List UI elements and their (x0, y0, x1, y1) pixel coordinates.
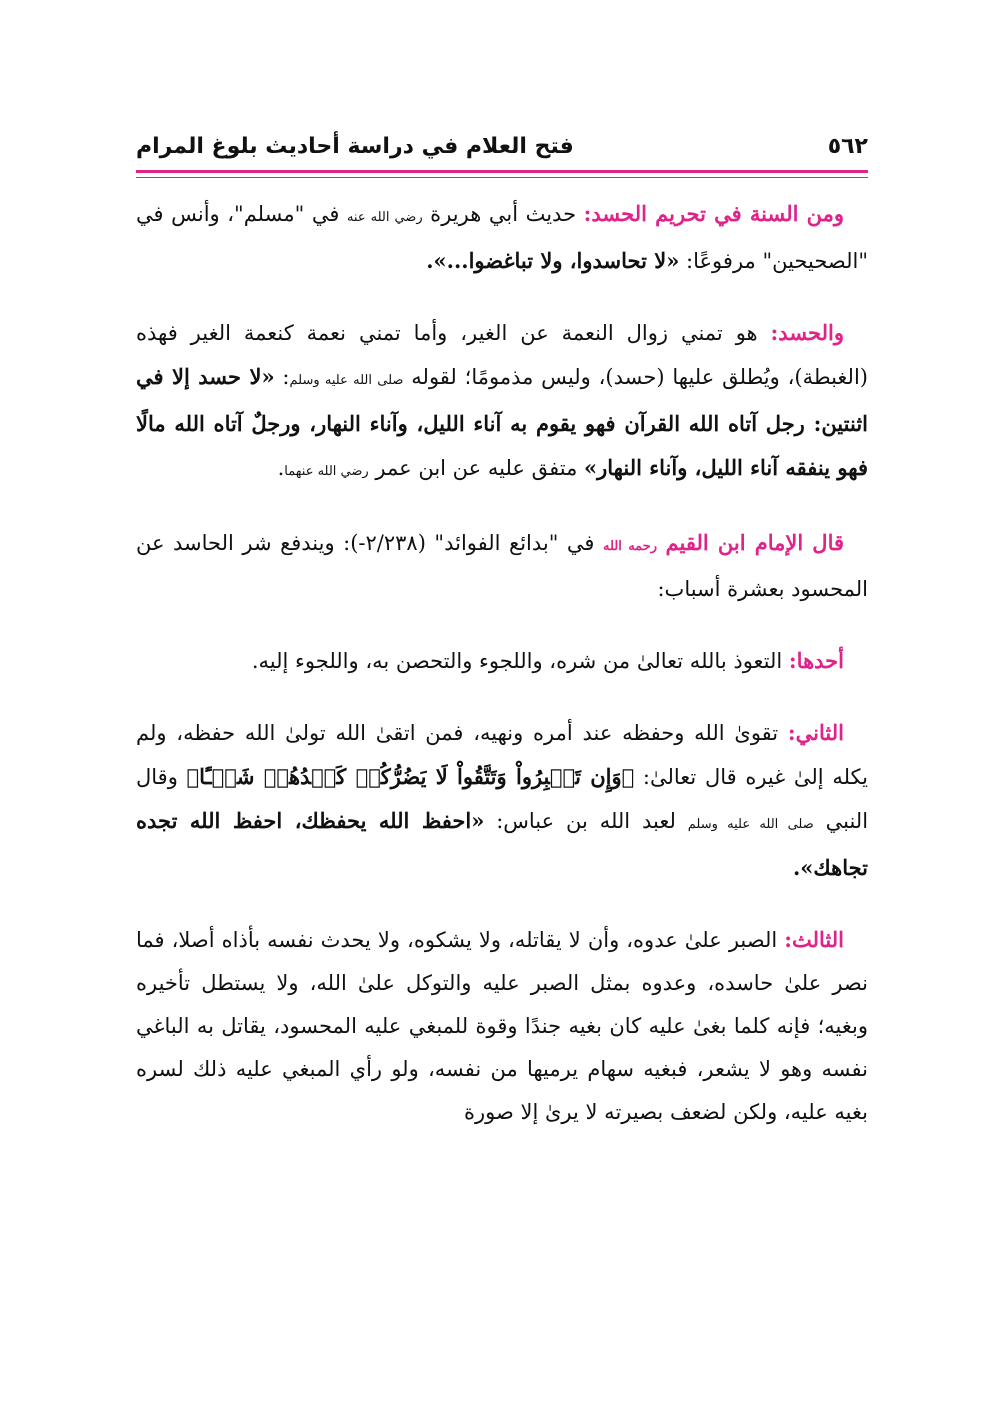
section-label: الثالث: (784, 927, 844, 952)
hadith-quote: «لا تحاسدوا، ولا تباغضوا...». (426, 248, 680, 273)
section-label: ومن السنة في تحريم الحسد: (583, 201, 844, 226)
text: تقوىٰ الله وحفظه عند أمره ونهيه، فمن اتقىٰ الله تولىٰ الله حفظه، ولم يكله إلىٰ غيره قال تعالىٰ: (136, 721, 868, 789)
text: الصبر علىٰ عدوه، وأن لا يقاتله، ولا يشكوه، ولا يحدث نفسه بأذاه أصلا، فما نصر علىٰ حاسده، وعدوه بمثل الصبر عليه والتوكل علىٰ الله، ولا يستطل تأخيره وبغيه؛ فإنه كلما بغىٰ عليه كان بغيه جندًا وقوة للمبغي عليه المحسود، يقاتل به الباغي نفسه وهو لا يشعر، فبغيه سهام يرميها من نفسه، ولو رأي المبغي عليه ذلك لسره بغيه عليه، ولكن لضعف بصيرته لا يرىٰ إلا صورة (136, 928, 868, 1124)
text: وقال النبي (136, 765, 869, 833)
honorific-ligature: رحمه الله (602, 539, 658, 554)
honorific-ligature: صلى الله عليه وسلم (687, 817, 814, 832)
text: متفق عليه عن ابن عمر (368, 456, 585, 480)
paragraph-ibn-qayyim (136, 521, 868, 611)
text: لعبد الله بن عباس: (484, 809, 688, 833)
text: هو تمني زوال النعمة عن الغير، وأما تمني نعمة كنعمة الغير فهذه (الغبطة)، ويُطلق عليها (حسد)، وليس مذمومًا؛ لقوله (136, 321, 868, 389)
section-label: الثاني: (787, 720, 844, 745)
hadith-quote: «احفظ الله يحفظك، احفظ الله تجده تجاهك». (136, 808, 868, 880)
text: التعوذ بالله تعالىٰ من شره، واللجوء والتحصن به، واللجوء إليه. (251, 649, 789, 673)
honorific-ligature: صلى الله عليه وسلم (289, 373, 404, 388)
section-label: قال الإمام ابن القيم (665, 530, 845, 555)
section-label: والحسد: (770, 320, 844, 345)
header-rule-thick (136, 170, 868, 173)
hadith-quote: «لا حسد إلا في اثنتين: رجل آتاه الله القرآن فهو يقوم به آناء الليل، وآناء النهار، ورجلٌ آتاه الله مالًا فهو ينفقه آناء الليل، وآناء النهار» (136, 364, 868, 480)
honorific-ligature: رضي الله عنهما (284, 464, 369, 479)
text: في "مسلم"، وأنس في "الصحيحين" مرفوعًا: (136, 202, 868, 273)
honorific-ligature: رضي الله عنه (346, 210, 423, 225)
page-body (136, 192, 868, 1162)
text: . (277, 456, 285, 480)
header-rule-thin (136, 177, 868, 178)
paragraph-first-reason (136, 639, 868, 683)
text: في "بدائع الفوائد" (٢/٢٣٨-): ويندفع شر الحاسد عن المحسود بعشرة أسباب: (136, 531, 868, 601)
paragraph-third-reason (136, 918, 868, 1134)
page-header (136, 126, 868, 166)
text: حديث أبي هريرة (422, 202, 584, 226)
quran-verse: ﴿وَإِن تَصۡبِرُواْ وَتَتَّقُواْ لَا يَضُرُّكُمۡ كَيۡدُهُمۡ شَيۡـًٔا﴾ (186, 764, 635, 789)
section-label: أحدها: (788, 648, 844, 673)
page-number: ٥٦٢ (827, 133, 868, 159)
paragraph-hasad-definition (136, 311, 868, 493)
book-title: فتح العلام في دراسة أحاديث بلوغ المرام (136, 133, 574, 159)
text: : (274, 365, 290, 389)
paragraph-second-reason (136, 711, 868, 890)
paragraph-sunnah (136, 192, 868, 283)
